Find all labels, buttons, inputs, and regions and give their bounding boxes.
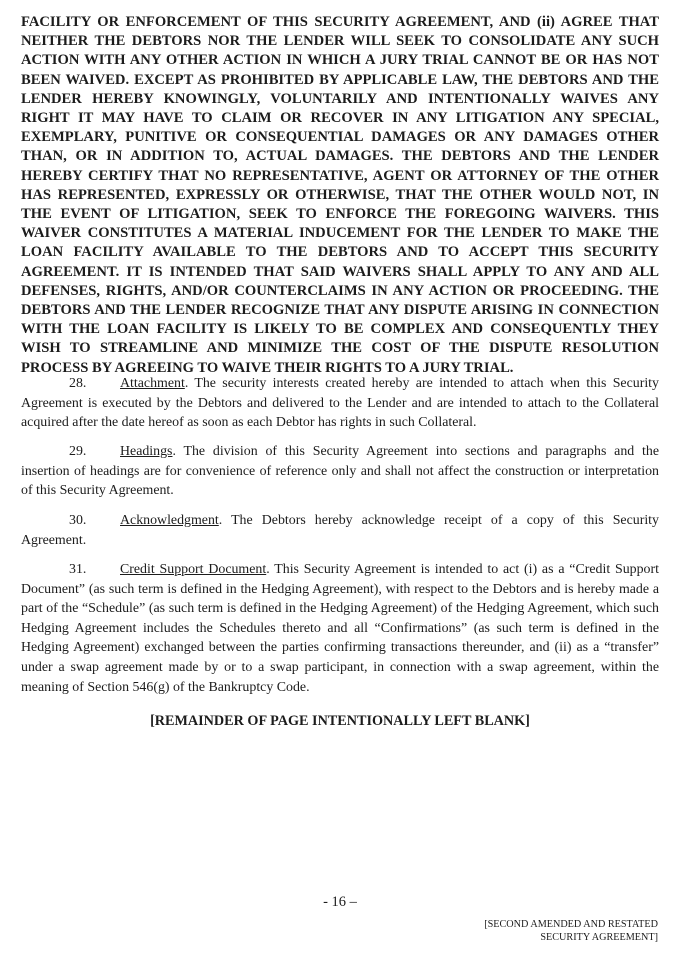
section-30-acknowledgment [21, 511, 659, 550]
section-number: 29. [69, 444, 87, 459]
jury-waiver-paragraph: FACILITY OR ENFORCEMENT OF THIS SECURITY AGREEMENT, AND (ii) AGREE THAT NEITHER THE DEBTORS NOR THE LENDER WILL SEEK TO CONSOLIDATE ANY SUCH ACTION WITH ANY OTHER ACTION IN WHICH A JURY TRIAL CANNOT BE OR HAS NOT BEEN WAIVED. EXCEPT AS PROHIBITED BY APPLICABLE LAW, THE DEBTORS AND THE LENDER HEREBY KNOWINGLY, VOLUNTARILY AND INTENTIONALLY WAIVES ANY RIGHT IT MAY HAVE TO CLAIM OR RECOVER IN ANY LITIGATION ANY SPECIAL, EXEMPLARY, PUNITIVE OR CONSEQUENTIAL DAMAGES OR ANY DAMAGES OTHER THAN, OR IN ADDITION TO, ACTUAL DAMAGES. THE DEBTORS AND THE LENDER HEREBY CERTIFY THAT NO REPRESENTATIVE, AGENT OR ATTORNEY OF THE OTHER HAS REPRESENTED, EXPRESSLY OR OTHERWISE, THAT THE OTHER WOULD NOT, IN THE EVENT OF LITIGATION, SEEK TO ENFORCE THE FOREGOING WAIVERS. THIS WAIVER CONSTITUTES A MATERIAL INDUCEMENT FOR THE LENDER TO MAKE THE LOAN FACILITY AVAILABLE TO THE DEBTORS AND TO ACCEPT THIS SECURITY AGREEMENT. IT IS INTENDED THAT SAID WAIVERS SHALL APPLY TO ANY AND ALL DEFENSES, RIGHTS, AND/OR COUNTERCLAIMS IN ANY ACTION OR PROCEEDING. THE DEBTORS AND THE LENDER RECOGNIZE THAT ANY DISPUTE ARISING IN CONNECTION WITH THE LOAN FACILITY IS LIKELY TO BE COMPLEX AND CONSEQUENTLY THEY WISH TO STREAMLINE AND MINIMIZE THE COST OF THE DISPUTE RESOLUTION PROCESS BY AGREEING TO WAIVE THEIR RIGHTS TO A JURY TRIAL. [21, 14, 659, 376]
section-28-attachment [21, 374, 659, 433]
page-number: - 16 – [323, 894, 357, 910]
section-number: 31. [69, 562, 87, 577]
remainder-notice: [REMAINDER OF PAGE INTENTIONALLY LEFT BLANK] [150, 713, 530, 729]
section-heading: Attachment [120, 376, 185, 391]
section-31-credit-support-document [21, 560, 659, 697]
section-29-headings [21, 442, 659, 501]
section-number: 28. [69, 376, 87, 391]
section-heading: Acknowledgment [120, 513, 219, 528]
footer-line-2: SECURITY AGREEMENT] [540, 932, 658, 944]
section-text: . The division of this Security Agreement into sections and paragraphs and the insertion of headings are for convenience of reference only and shall not affect the construction or interpretation of this Security Agreement. [21, 444, 659, 499]
footer-line-1: [SECOND AMENDED AND RESTATED [484, 919, 658, 930]
section-text: . The security interests created hereby are intended to attach when this Security Agreement is executed by the Debtors and delivered to the Lender and are intended to attach to the Collateral acquired after the date hereof as soon as each Debtor has rights in such Collateral. [21, 376, 659, 431]
section-number: 30. [69, 513, 87, 528]
section-text: . This Security Agreement is intended to act (i) as a “Credit Support Document” (as such term is defined in the Hedging Agreement), with respect to the Debtors and is hereby made a part of the “Schedule” (as such term is defined in the Hedging Agreement) of the Hedging Agreement, which such Hedging Agreement includes the Schedules thereto and all “Confirmations” (as such term is defined in the Hedging Agreement) exchanged between the parties confirming transactions thereunder, and (ii) as a “transfer” under a swap agreement made by or to a swap participant, in connection with a swap agreement, within the meaning of Section 546(g) of the Bankruptcy Code. [21, 562, 659, 695]
section-heading: Headings [120, 444, 173, 459]
document-footer [398, 918, 658, 945]
section-text: . The Debtors hereby acknowledge receipt of a copy of this Security Agreement. [21, 513, 659, 548]
section-heading: Credit Support Document [120, 562, 267, 577]
